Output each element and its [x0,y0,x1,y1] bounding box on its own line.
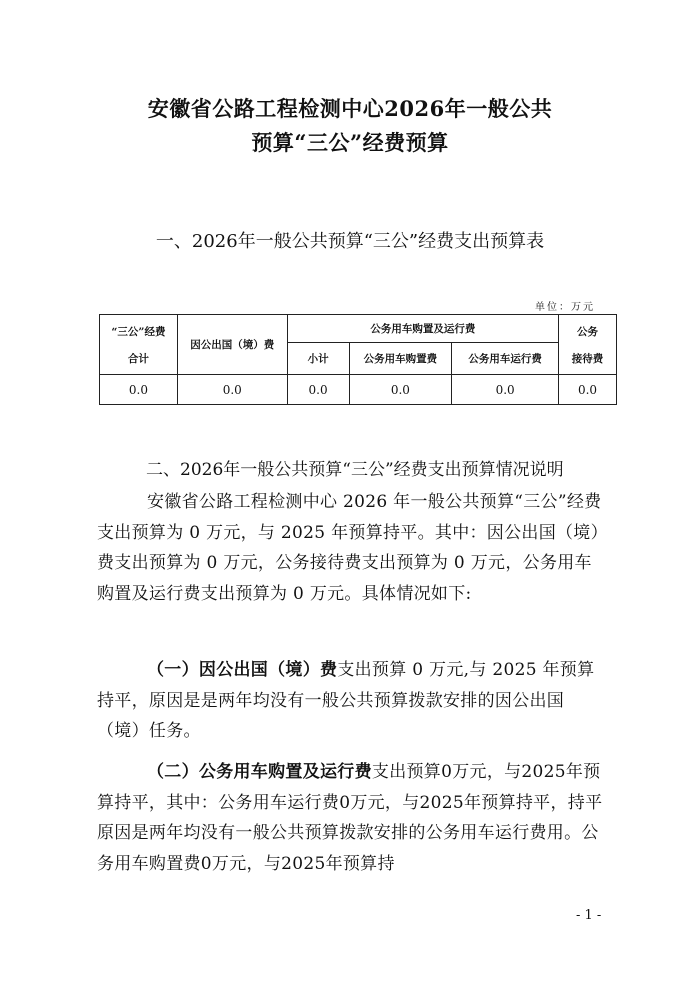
cell-operation: 0.0 [452,375,559,405]
paragraph-summary-text: 安徽省公路工程检测中心 2026 年一般公共预算“三公”经费支出预算为 0 万元，与 2025 年预算持平。其中：因公出国（境）费支出预算为 0 万元，公务接待费支出预算为 0 万元，公务用车购置及运行费支出预算为 0 万元。具体情况如下: [97,492,602,604]
paragraph-abroad-heading: （一）因公出国（境）费 [147,660,338,680]
budget-table [99,314,617,405]
header-total-top: “三公”经费 [111,325,166,338]
paragraph-summary [97,487,607,609]
cell-subtotal: 0.0 [287,375,349,405]
paragraph-vehicle [97,757,607,879]
paragraph-vehicle-heading: （二）公务用车购置及运行费 [147,762,372,782]
paragraph-abroad [97,655,607,747]
paragraph-abroad-text: 支出预算 0 万元,与 2025 年预算持平，原因是是两年均没有一般公共预算拨款安排的因公出国（境）任务。 [97,660,595,741]
paragraph-vehicle-text: 支出预算0万元，与2025年预算持平，其中：公务用车运行费0万元，与2025年预算持平，持平原因是两年均没有一般公共预算拨款安排的公务用车运行费用。公务用车购置费0万元，与2025年预算持 [97,762,603,874]
cell-reception: 0.0 [559,375,617,405]
header-reception-bottom: 接待费 [571,352,604,365]
header-total [100,315,178,375]
section2-title: 二、2026年一般公共预算“三公”经费支出预算情况说明 [146,460,564,480]
header-subtotal: 小计 [287,343,349,375]
header-operation: 公务用车运行费 [452,343,559,375]
header-vehicle: 公务用车购置及运行费 [287,315,558,343]
cell-total: 0.0 [100,375,178,405]
page-number: - 1 - [576,908,602,923]
unit-label: 单位：万元 [535,302,595,313]
header-reception-top: 公务 [577,325,599,338]
table-header-row-1 [100,315,617,343]
cell-abroad: 0.0 [177,375,287,405]
table-row [100,375,617,405]
section1-title: 一、2026年一般公共预算“三公”经费支出预算表 [155,231,545,252]
header-abroad: 因公出国（境）费 [177,315,287,375]
doc-title-line2: 预算“三公”经费预算 [251,130,449,155]
doc-title-line1: 安徽省公路工程检测中心2026年一般公共 [147,96,553,121]
header-total-bottom: 合计 [127,352,149,365]
header-reception [559,315,617,375]
header-purchase: 公务用车购置费 [349,343,452,375]
cell-purchase: 0.0 [349,375,452,405]
